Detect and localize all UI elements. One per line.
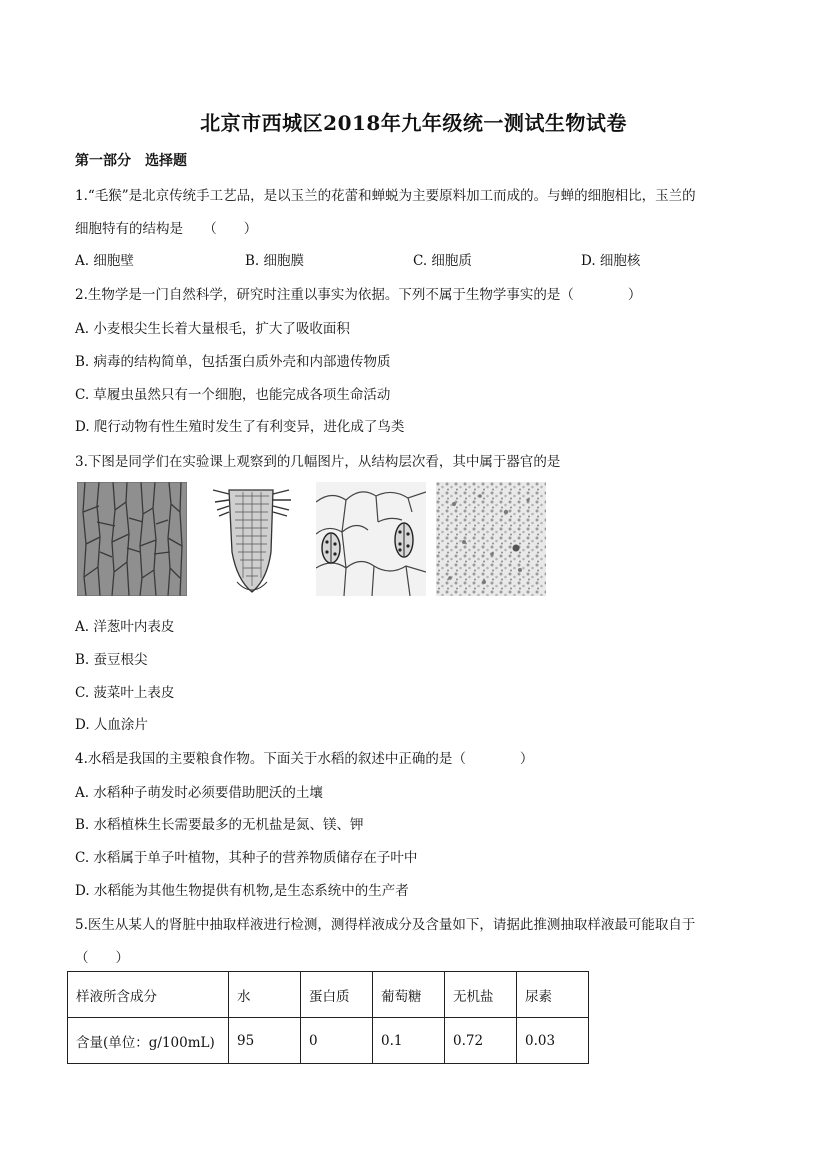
leaf-epidermis-image	[316, 482, 426, 596]
table-header-cell: 蛋白质	[301, 972, 373, 1018]
table-cell: 95	[229, 1018, 301, 1064]
table-header-row	[68, 972, 589, 1018]
q3-stem: 3.下图是同学们在实验课上观察到的几幅图片，从结构层次看，其中属于器官的是	[75, 454, 561, 470]
q4-option-a: A. 水稻种子萌发时必须要借助肥沃的土壤	[75, 785, 323, 801]
table-header-cell: 无机盐	[445, 972, 517, 1018]
q1-stem-line1: 1.“毛猴”是北京传统手工艺品，是以玉兰的花蕾和蝉蜕为主要原料加工而成的。与蝉的细胞相比，玉兰的	[75, 188, 696, 204]
q1-option-b: B. 细胞膜	[245, 253, 305, 269]
q4-option-c: C. 水稻属于单子叶植物，其种子的营养物质储存在子叶中	[75, 850, 418, 866]
table-header-cell: 样液所含成分	[68, 972, 229, 1018]
q2-option-b: B. 病毒的结构简单，包括蛋白质外壳和内部遗传物质	[75, 354, 391, 370]
q5-stem-line2: （ ）	[75, 950, 129, 966]
page-title: 北京市西城区2018年九年级统一测试生物试卷	[200, 111, 627, 135]
table-cell: 0.72	[445, 1018, 517, 1064]
q2-option-d: D. 爬行动物有性生殖时发生了有利变异，进化成了鸟类	[75, 419, 405, 435]
table-header-cell: 葡萄糖	[373, 972, 445, 1018]
q2-option-a: A. 小麦根尖生长着大量根毛，扩大了吸收面积	[75, 321, 350, 337]
table-cell: 含量(单位：g/100mL)	[68, 1018, 229, 1064]
table-header-cell: 水	[229, 972, 301, 1018]
q3-option-a: A. 洋葱叶内表皮	[75, 619, 175, 635]
q1-option-c: C. 细胞质	[413, 253, 472, 269]
q3-option-b: B. 蚕豆根尖	[75, 652, 148, 668]
q3-option-d: D. 人血涂片	[75, 717, 148, 733]
q4-stem: 4.水稻是我国的主要粮食作物。下面关于水稻的叙述中正确的是（ ）	[75, 751, 534, 767]
q5-stem-line1: 5.医生从某人的肾脏中抽取样液进行检测，测得样液成分及含量如下，请据此推测抽取样液最可能取自于	[75, 917, 696, 933]
section-heading: 第一部分 选择题	[75, 153, 187, 169]
table-cell: 0	[301, 1018, 373, 1064]
table-cell: 0.03	[517, 1018, 589, 1064]
onion-epidermis-image	[77, 482, 187, 596]
q3-option-c: C. 菠菜叶上表皮	[75, 685, 175, 701]
root-tip-image	[207, 482, 297, 596]
q4-option-b: B. 水稻植株生长需要最多的无机盐是氮、镁、钾	[75, 817, 364, 833]
sample-composition-table	[67, 971, 589, 1064]
q1-option-a: A. 细胞壁	[75, 253, 134, 269]
q2-stem: 2.生物学是一门自然科学，研究时注重以事实为依据。下列不属于生物学事实的是（ ）	[75, 287, 642, 303]
q2-option-c: C. 草履虫虽然只有一个细胞，也能完成各项生命活动	[75, 387, 391, 403]
q4-option-d: D. 水稻能为其他生物提供有机物,是生态系统中的生产者	[75, 883, 409, 899]
q1-option-d: D. 细胞核	[581, 253, 641, 269]
blood-smear-image	[436, 482, 546, 596]
table-header-cell: 尿素	[517, 972, 589, 1018]
q1-stem-line2: 细胞特有的结构是 （ ）	[75, 221, 258, 237]
table-cell: 0.1	[373, 1018, 445, 1064]
table-row	[68, 1018, 589, 1064]
